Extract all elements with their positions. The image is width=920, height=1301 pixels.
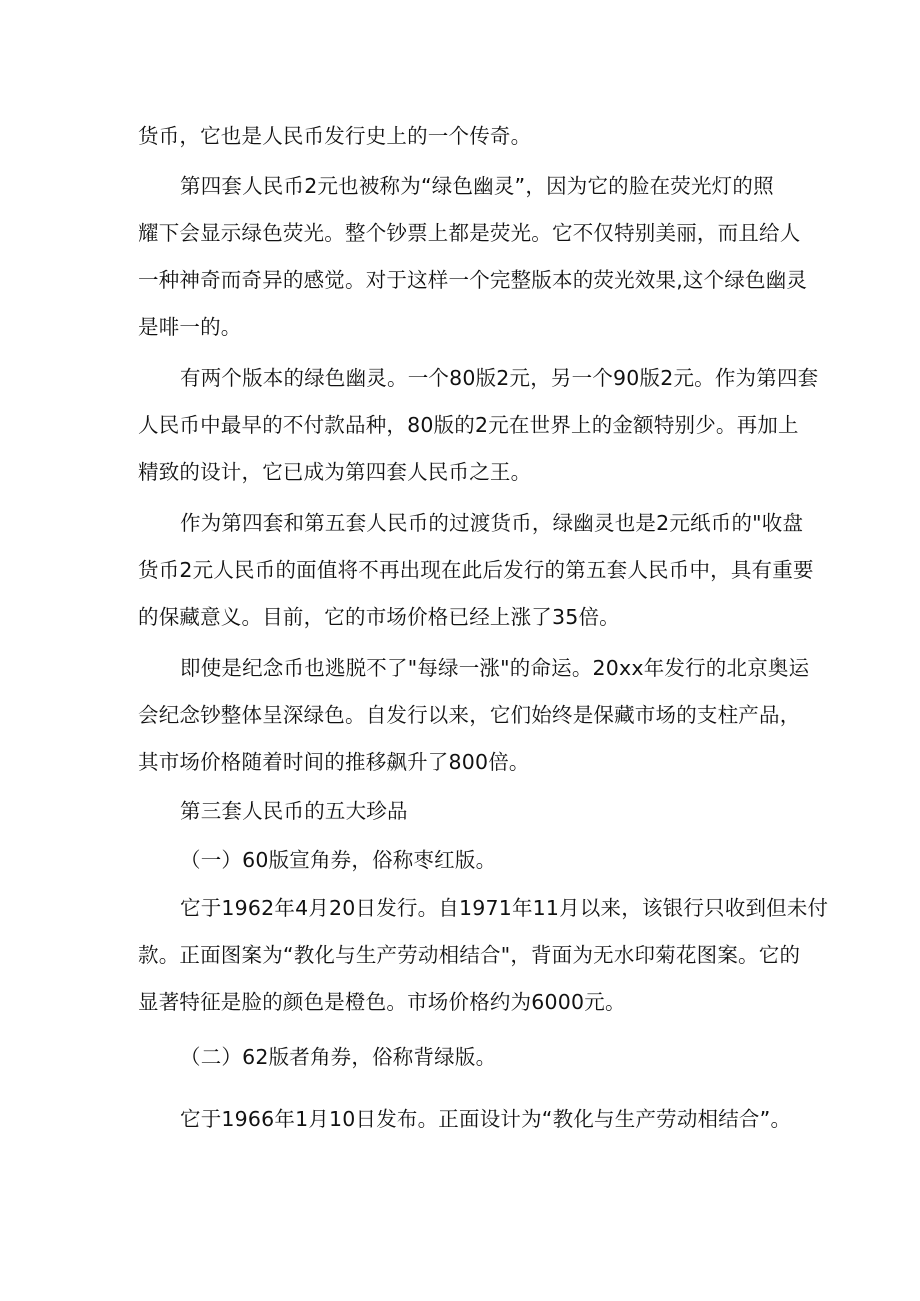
paragraph-8-line-1: 它于1962年4月20日发行。自1971年11月以来，该银行只收到但未付 [180,896,829,920]
section-heading: 第三套人民币的五大珍品 [180,799,408,823]
paragraph-4-line-3: 的保藏意义。目前，它的市场价格已经上涨了35倍。 [138,605,620,629]
paragraph-5-line-2: 会纪念钞整体呈深绿色。自发行以来，它们始终是保藏市场的支柱产品， [138,703,801,727]
paragraph-5-line-1: 即使是纪念币也逃脱不了"每绿一涨"的命运。20xx年发行的北京奥运 [180,656,810,680]
paragraph-2-line-3: 一种神奇而奇异的感觉。对于这样一个完整版本的荧光效果,这个绿色幽灵 [138,268,808,292]
paragraph-4-line-2: 货币2元人民币的面值将不再出现在此后发行的第五套人民币中，具有重要 [138,558,814,582]
paragraph-1-line-1: 货币，它也是人民币发行史上的一个传奇。 [138,124,532,148]
paragraph-10-line-1: 它于1966年1月10日发布。正面设计为“教化与生产劳动相结合”。 [180,1107,792,1131]
paragraph-2-line-1: 第四套人民币2元也被称为“绿色幽灵”，因为它的脸在荧光灯的照 [180,174,774,198]
item-1-heading: （一）60版宣角券，俗称枣红版。 [180,848,497,872]
paragraph-5-line-3: 其市场价格随着时间的推移飙升了800倍。 [138,750,530,774]
paragraph-4-line-1: 作为第四套和第五套人民币的过渡货币，绿幽灵也是2元纸币的"收盘 [180,511,804,535]
paragraph-3-line-2: 人民币中最早的不付款品种，80版的2元在世界上的金额特别少。再加上 [138,413,799,437]
item-2-heading: （二）62版者角券，俗称背绿版。 [180,1045,497,1069]
paragraph-8-line-3: 显著特征是脸的颜色是橙色。市场价格约为6000元。 [138,990,626,1014]
paragraph-2-line-2: 耀下会显示绿色荧光。整个钞票上都是荧光。它不仅特别美丽，而且给人 [138,221,801,245]
paragraph-8-line-2: 款。正面图案为“教化与生产劳动相结合"，背面为无水印菊花图案。它的 [138,943,801,967]
paragraph-3-line-1: 有两个版本的绿色幽灵。一个80版2元，另一个90版2元。作为第四套 [180,366,819,390]
paragraph-2-line-4: 是啡一的。 [138,315,242,339]
paragraph-3-line-3: 精致的设计，它已成为第四套人民币之王。 [138,460,532,484]
